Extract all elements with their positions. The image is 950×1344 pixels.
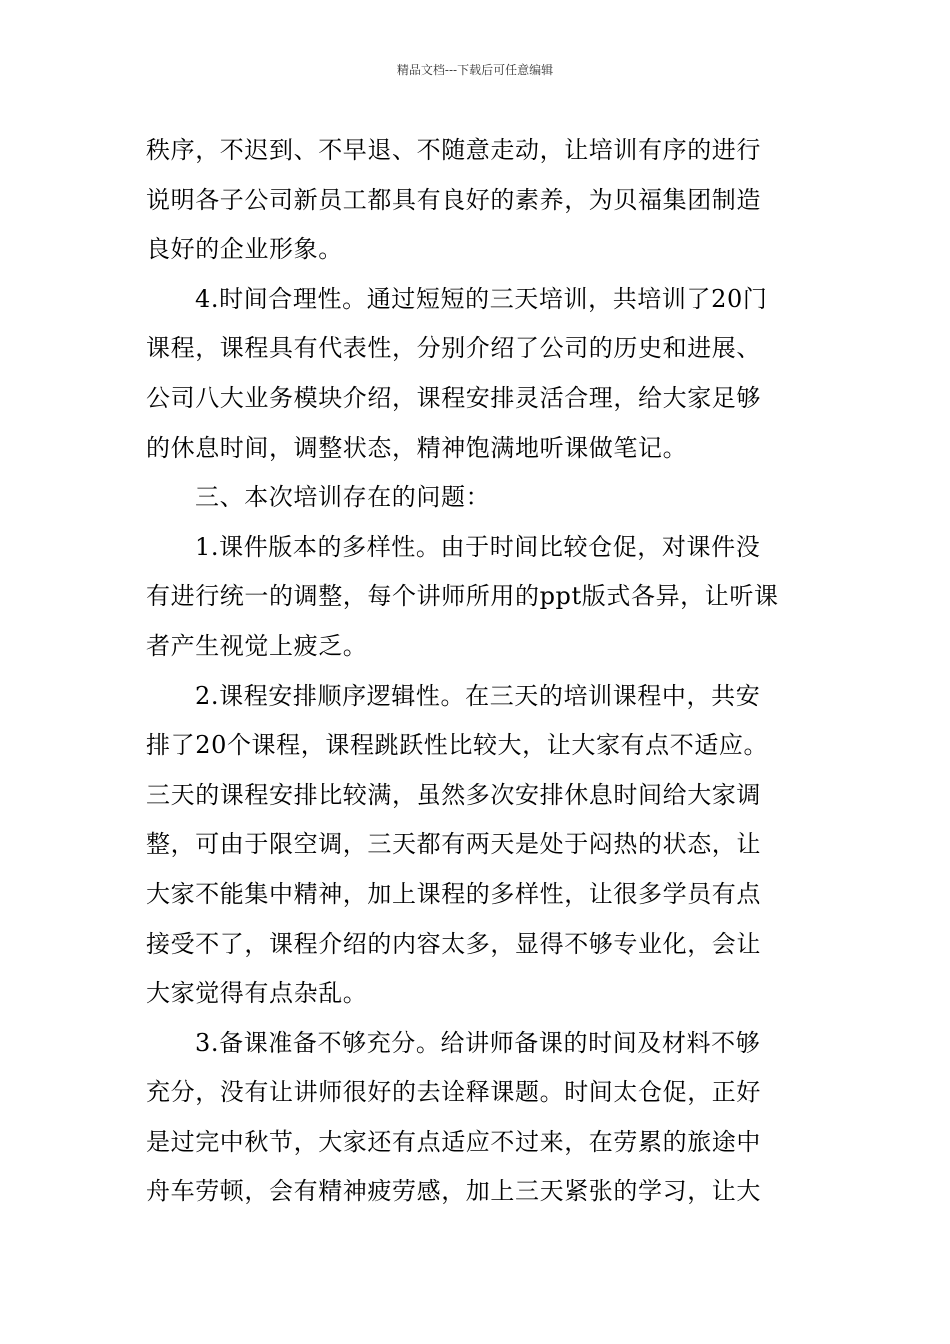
text-line: 的休息时间，调整状态，精神饱满地听课做笔记。 (146, 433, 688, 462)
text-line: 2.课程安排顺序逻辑性。在三天的培训课程中，共安 (195, 681, 761, 710)
text-line: 良好的企业形象。 (146, 235, 343, 264)
text-line: 3.备课准备不够充分。给讲师备课的时间及材料不够 (195, 1028, 761, 1057)
text-line: 三天的课程安排比较满，虽然多次安排休息时间给大家调 (146, 780, 761, 809)
text-line: 1.课件版本的多样性。由于时间比较仓促，对课件没 (195, 532, 761, 561)
text-line: 接受不了，课程介绍的内容太多，显得不够专业化，会让 (146, 929, 761, 958)
document-body (146, 126, 811, 1217)
text-line: 充分，没有让讲师很好的去诠释课题。时间太仓促，正好 (146, 1078, 761, 1107)
text-line: 是过完中秋节，大家还有点适应不过来，在劳累的旅途中 (146, 1127, 761, 1156)
text-line: 4.时间合理性。通过短短的三天培训，共培训了20门 (195, 284, 768, 313)
text-line: 大家觉得有点杂乱。 (146, 979, 368, 1008)
text-line: 整，可由于限空调，三天都有两天是处于闷热的状态，让 (146, 830, 761, 859)
text-line: 排了20个课程，课程跳跃性比较大，让大家有点不适应。 (146, 731, 769, 760)
text-line: 舟车劳顿，会有精神疲劳感，加上三天紧张的学习，让大 (146, 1177, 761, 1206)
text-line: 有进行统一的调整，每个讲师所用的ppt版式各异，让听课 (146, 582, 779, 611)
section-heading: 三、本次培训存在的问题： (195, 483, 491, 512)
text-line: 者产生视觉上疲乏。 (146, 631, 368, 660)
text-line: 大家不能集中精神，加上课程的多样性，让很多学员有点 (146, 879, 761, 908)
text-line: 课程，课程具有代表性，分别介绍了公司的历史和进展、 (146, 334, 761, 363)
text-line: 公司八大业务模块介绍，课程安排灵活合理，给大家足够 (146, 383, 761, 412)
text-line: 说明各子公司新员工都具有良好的素养，为贝福集团制造 (146, 185, 761, 214)
text-line: 秩序，不迟到、不早退、不随意走动，让培训有序的进行 (146, 136, 761, 164)
page-header: 精品文档---下载后可任意编辑 (396, 63, 554, 77)
